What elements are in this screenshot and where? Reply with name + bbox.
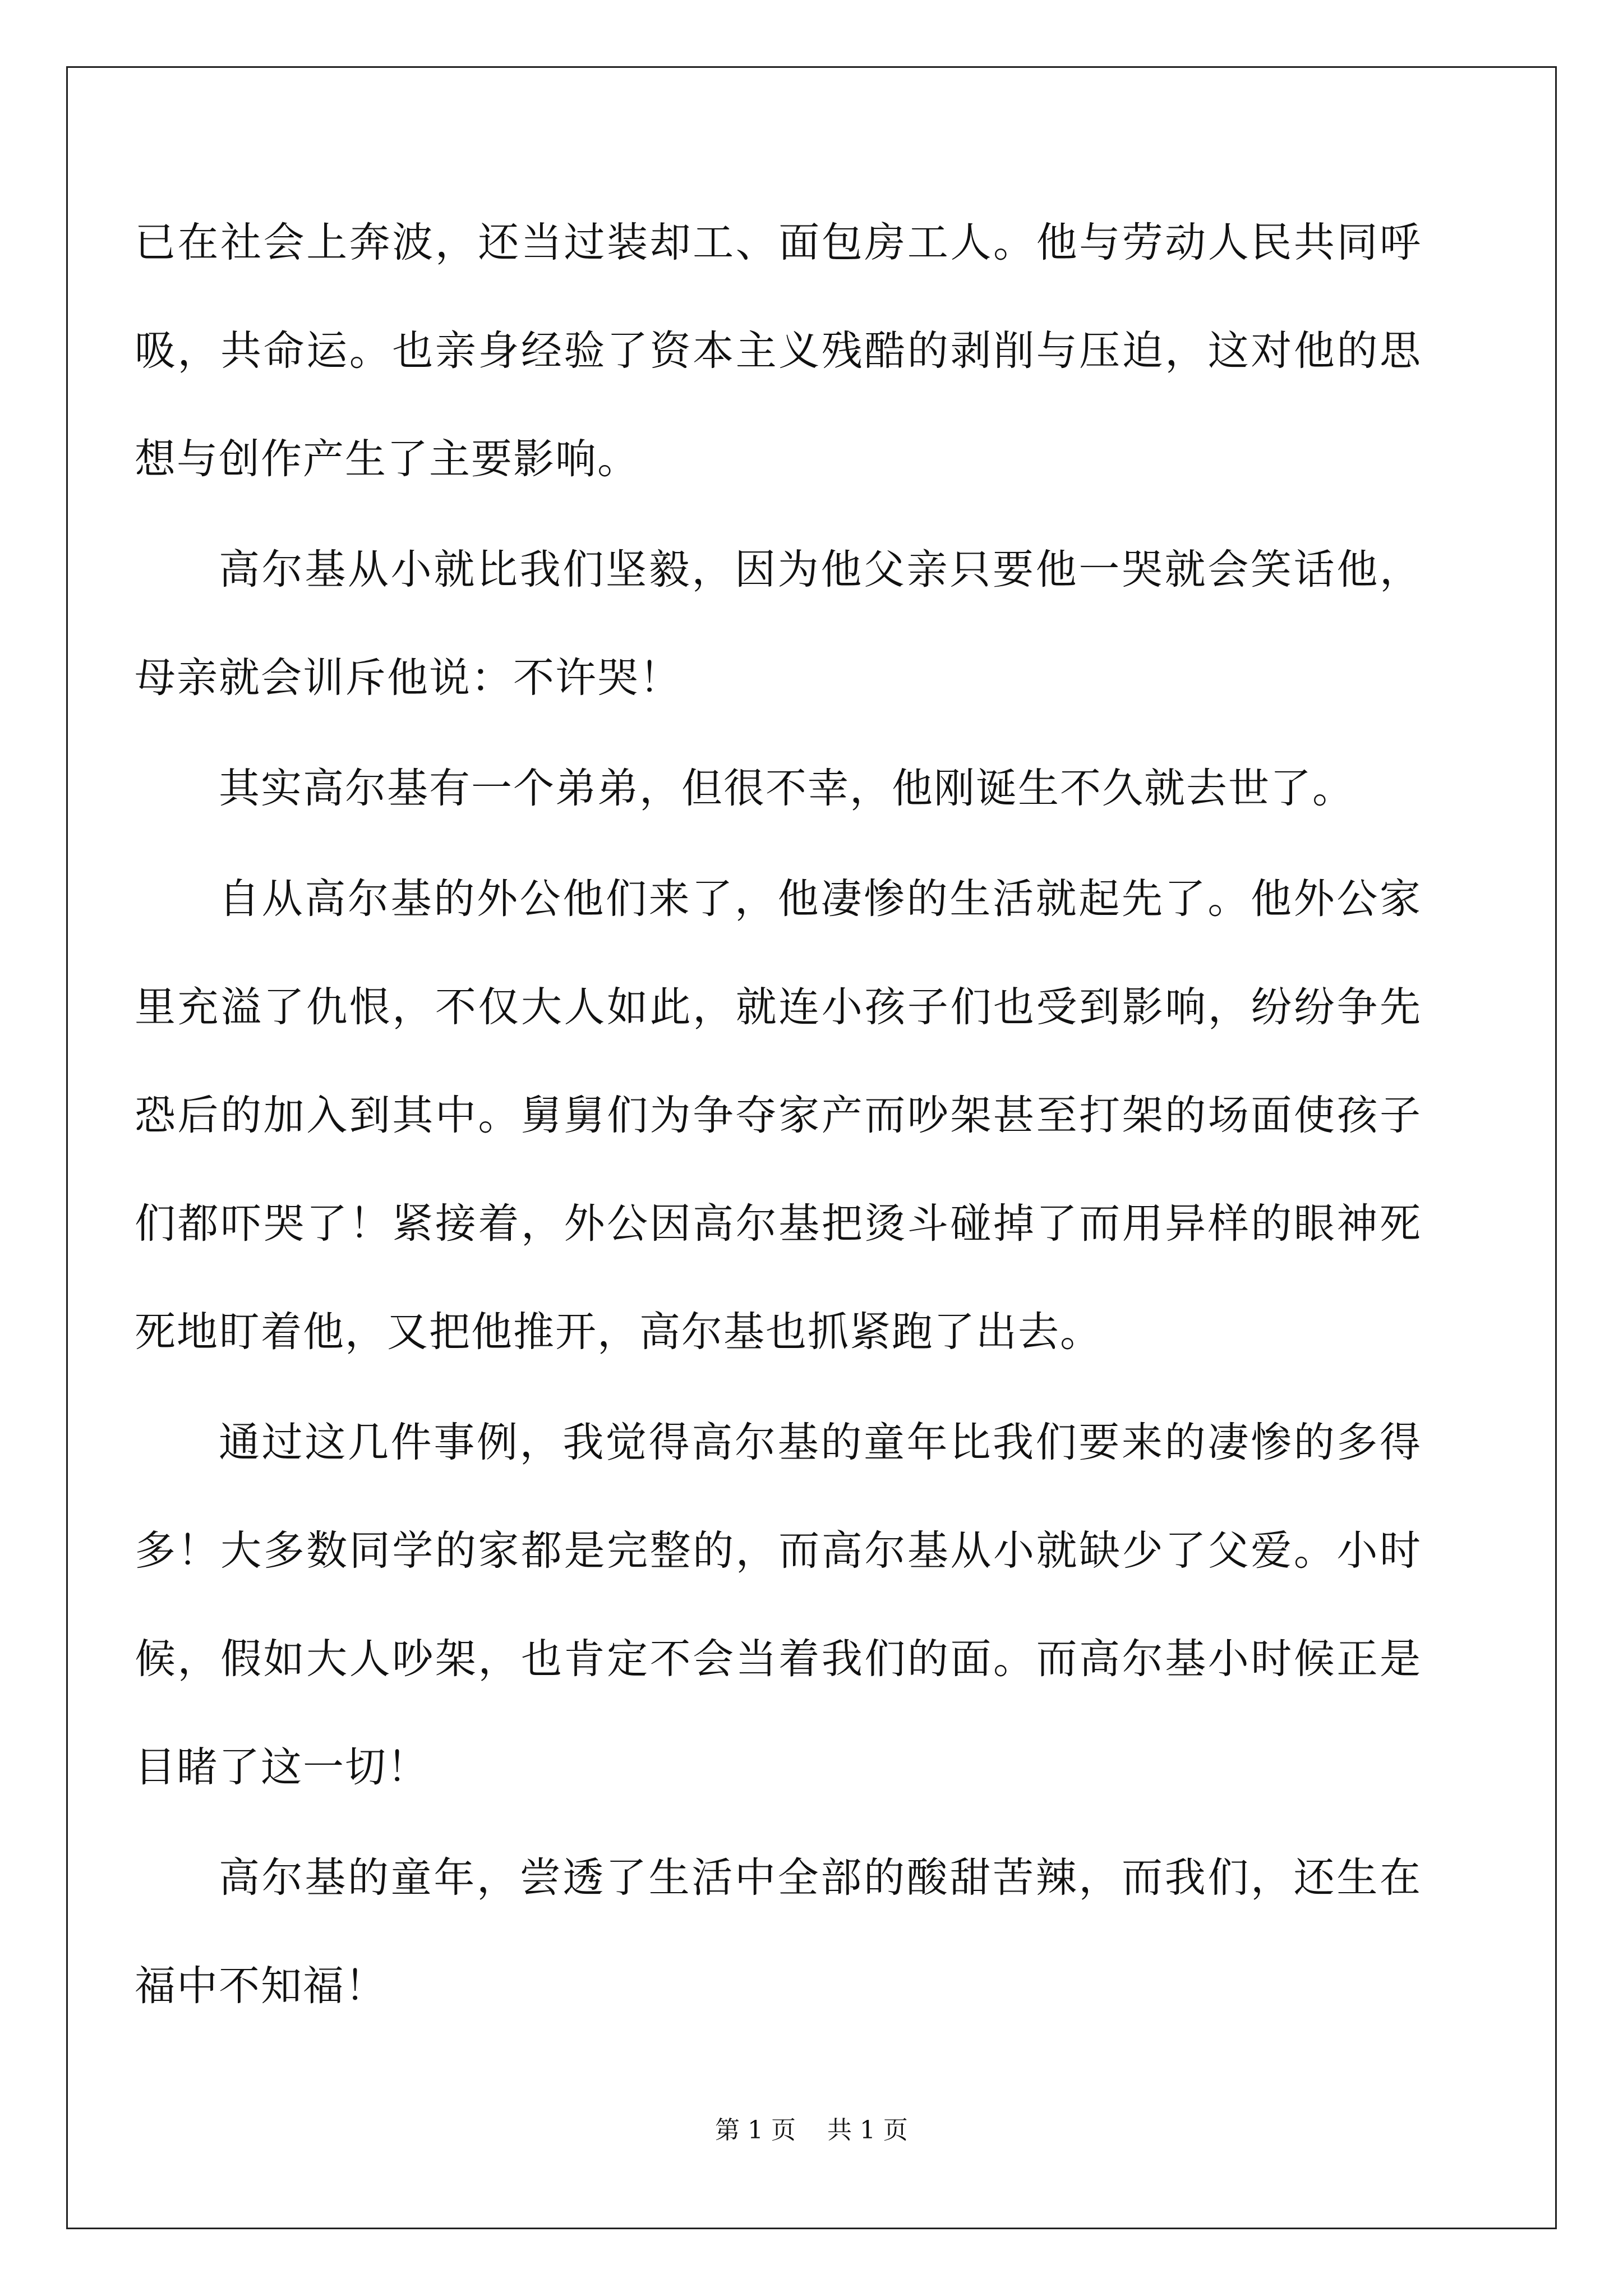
paragraph-1: 已在社会上奔波，还当过装却工、面包房工人。他与劳动人民共同呼吸，共命运。也亲身经验了资本主义残酷的剥削与压迫，这对他的思想与创作产生了主要影响。: [135, 219, 1422, 483]
paragraph-4: 自从高尔基的外公他们来了，他凄惨的生活就起先了。他外公家里充溢了仇恨，不仅大人如此，就连小孩子们也受到影响，纷纷争先恐后的加入到其中。舅舅们为争夺家产而吵架甚至打架的场面使孩子们都吓哭了！紧接着，外公因高尔基把烫斗碰掉了而用异样的眼神死死地盯着他，又把他推开，高尔基也抓紧跑了出去。: [135, 875, 1422, 1356]
document-body: [135, 188, 1422, 2040]
paragraph-5: 通过这几件事例，我觉得高尔基的童年比我们要来的凄惨的多得多！大多数同学的家都是完整的，而高尔基从小就缺少了父爱。小时候，假如大人吵架，也肯定不会当着我们的面。而高尔基小时候正是目睹了这一切！: [135, 1419, 1422, 1791]
paragraph-2: 高尔基从小就比我们坚毅，因为他父亲只要他一哭就会笑话他，母亲就会训斥他说：不许哭！: [135, 546, 1422, 702]
page-number-footer: 第 1 页 共 1 页: [715, 2116, 908, 2145]
paragraph-3: 其实高尔基有一个弟弟，但很不幸，他刚诞生不久就去世了。: [219, 765, 1354, 812]
paragraph-6: 高尔基的童年，尝透了生活中全部的酸甜苦辣，而我们，还生在福中不知福！: [135, 1854, 1422, 2010]
